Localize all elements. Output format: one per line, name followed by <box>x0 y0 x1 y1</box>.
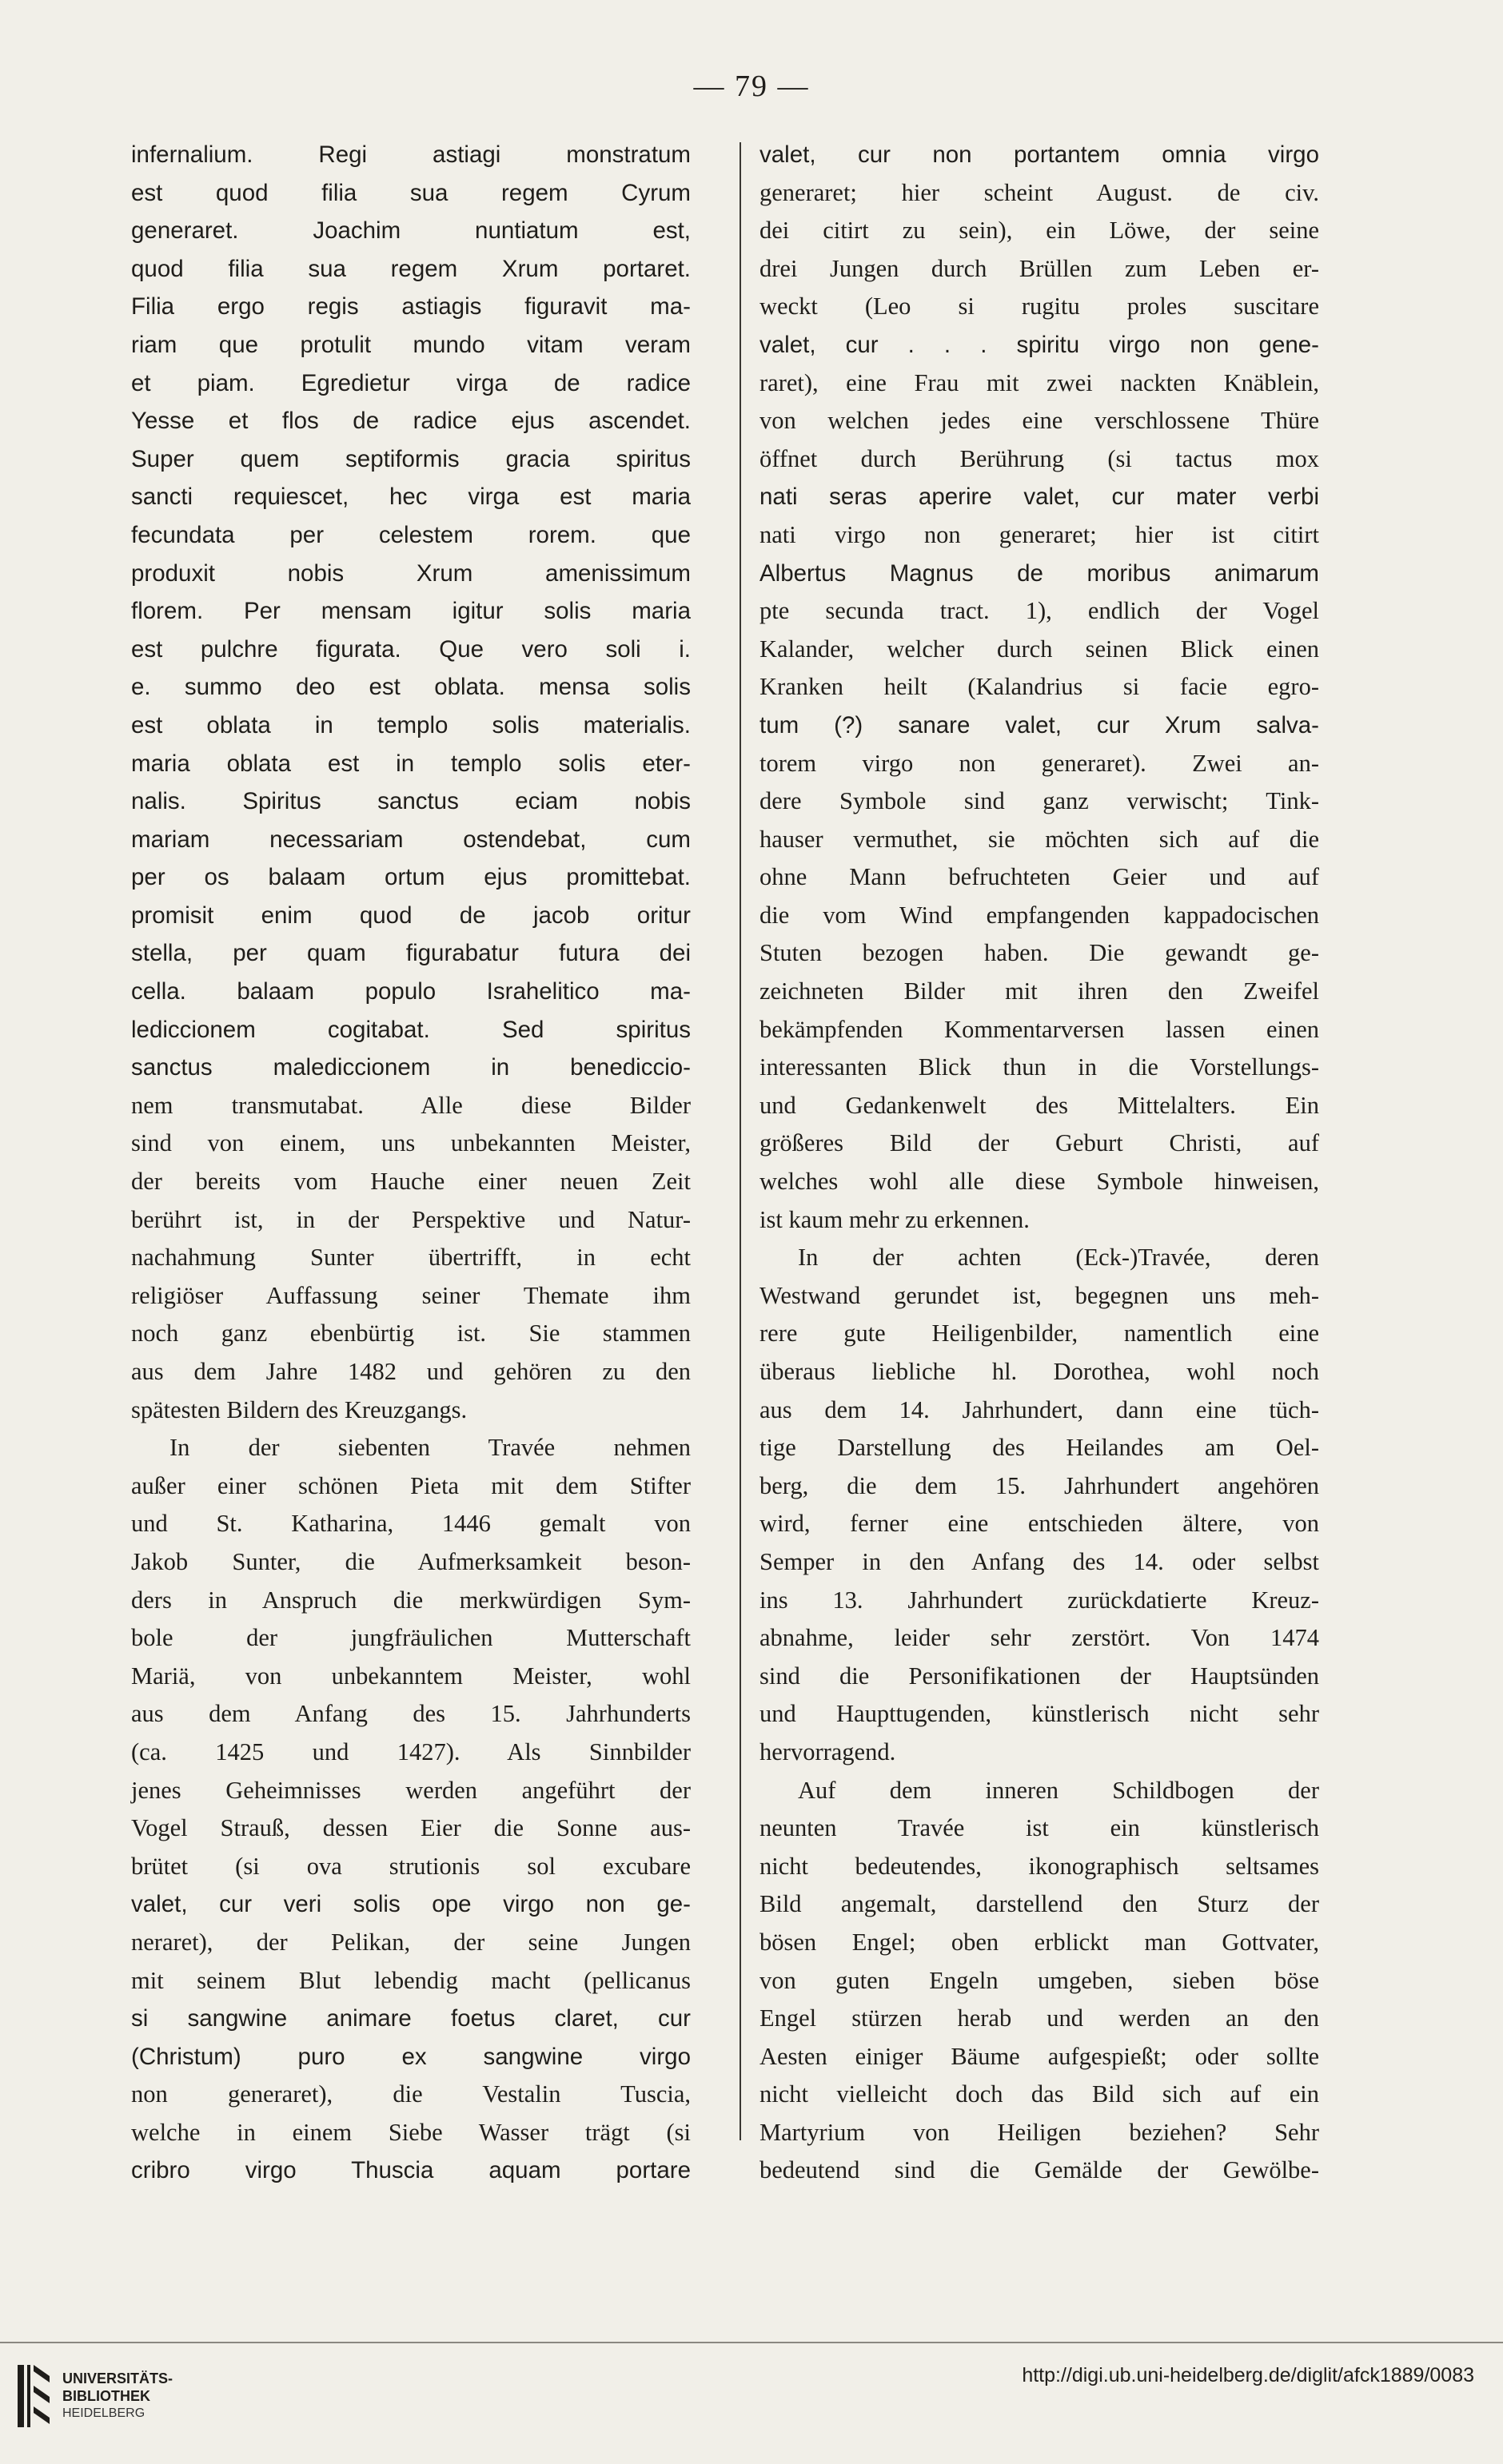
text-line: neunten Travée ist ein künstlerisch <box>759 1814 1319 1842</box>
source-url[interactable]: http://digi.ub.uni-heidelberg.de/diglit/afck1889/0083 <box>1022 2364 1474 2386</box>
text-line: valet, cur veri solis ope virgo non ge- <box>131 1891 691 1918</box>
text-line: welches wohl alle diese Symbole hinweisen, <box>759 1168 1319 1196</box>
text-line: aus dem Anfang des 15. Jahrhunderts <box>131 1700 691 1728</box>
text-line: die vom Wind empfangenden kappadocischen <box>759 901 1319 929</box>
text-line: der bereits vom Hauche einer neuen Zeit <box>131 1168 691 1196</box>
logo-line-1: UNIVERSITÄTS- <box>62 2370 173 2386</box>
text-line: sanctus malediccionem in benediccio- <box>131 1054 691 1081</box>
text-line: Martyrium von Heiligen beziehen? Sehr <box>759 2118 1319 2146</box>
text-line: quod filia sua regem Xrum portaret. <box>131 255 691 282</box>
text-line: stella, per quam figurabatur futura dei <box>131 940 691 967</box>
text-line: Kranken heilt (Kalandrius si facie egro- <box>759 673 1319 701</box>
text-line: bole der jungfräulichen Mutterschaft <box>131 1624 691 1652</box>
text-line: bedeutend sind die Gemälde der Gewölbe- <box>759 2156 1319 2184</box>
library-logo-text <box>62 2370 173 2422</box>
text-line: jenes Geheimnisses werden angeführt der <box>131 1776 691 1804</box>
text-line: und Gedankenwelt des Mittelalters. Ein <box>759 1091 1319 1119</box>
text-line: In der siebenten Travée nehmen <box>169 1434 691 1462</box>
text-line: maria oblata est in templo solis eter- <box>131 750 691 777</box>
text-line: aus dem 14. Jahrhundert, dann eine tüch- <box>759 1395 1319 1423</box>
text-line: überaus liebliche hl. Dorothea, wohl noch <box>759 1358 1319 1385</box>
text-line: infernalium. Regi astiagi monstratum <box>131 141 691 168</box>
text-line: Stuten bezogen haben. Die gewandt ge- <box>759 939 1319 967</box>
text-line: ohne Mann befruchteten Geier und auf <box>759 863 1319 891</box>
text-line: promisit enim quod de jacob oritur <box>131 902 691 929</box>
text-line: ist kaum mehr zu erkennen. <box>759 1205 1030 1233</box>
text-line: non generaret), die Vestalin Tuscia, <box>131 2080 691 2108</box>
text-line: (Christum) puro ex sangwine virgo <box>131 2043 691 2070</box>
text-line: aus dem Jahre 1482 und gehören zu den <box>131 1358 691 1385</box>
text-line: wird, ferner eine entschieden ältere, von <box>759 1510 1319 1538</box>
text-line: si sangwine animare foetus claret, cur <box>131 2005 691 2032</box>
text-line: außer einer schönen Pieta mit dem Stifter <box>131 1471 691 1499</box>
text-line: nicht vielleicht doch das Bild sich auf ein <box>759 2080 1319 2108</box>
text-line: est pulchre figurata. Que vero soli i. <box>131 635 691 663</box>
text-line: tum (?) sanare valet, cur Xrum salva- <box>759 711 1319 738</box>
text-line: cella. balaam populo Israhelitico ma- <box>131 978 691 1005</box>
text-line: riam que protulit mundo vitam veram <box>131 331 691 358</box>
text-line: berührt ist, in der Perspektive und Natur- <box>131 1205 691 1233</box>
text-line: größeres Bild der Geburt Christi, auf <box>759 1129 1319 1157</box>
logo-line-2: BIBLIOTHEK <box>62 2388 150 2404</box>
text-line: spätesten Bildern des Kreuzgangs. <box>131 1395 468 1423</box>
text-line: nicht bedeutendes, ikonographisch seltsames <box>759 1852 1319 1880</box>
text-line: per os balaam ortum ejus promittebat. <box>131 864 691 891</box>
text-line: e. summo deo est oblata. mensa solis <box>131 674 691 701</box>
text-line: sind von einem, uns unbekannten Meister, <box>131 1129 691 1157</box>
text-line: raret), eine Frau mit zwei nackten Knäblein, <box>759 368 1319 396</box>
text-line: cribro virgo Thuscia aquam portare <box>131 2157 691 2184</box>
text-line: dere Symbole sind ganz verwischt; Tink- <box>759 787 1319 815</box>
text-line: berg, die dem 15. Jahrhundert angehören <box>759 1471 1319 1499</box>
text-line: und Haupttugenden, künstlerisch nicht sehr <box>759 1700 1319 1728</box>
text-line: von welchen jedes eine verschlossene Thüre <box>759 407 1319 435</box>
text-line: nati seras aperire valet, cur mater verbi <box>759 484 1319 511</box>
text-line: lediccionem cogitabat. Sed spiritus <box>131 1016 691 1043</box>
text-line: von guten Engeln umgeben, sieben böse <box>759 1966 1319 1994</box>
text-line: fecundata per celestem rorem. que <box>131 521 691 548</box>
text-line: est oblata in templo solis materialis. <box>131 711 691 738</box>
text-line: Filia ergo regis astiagis figuravit ma- <box>131 293 691 320</box>
text-line: sancti requiescet, hec virga est maria <box>131 484 691 511</box>
library-logo[interactable] <box>16 2362 173 2430</box>
text-line: valet, cur . . . spiritu virgo non gene- <box>759 331 1319 358</box>
text-line: öffnet durch Berührung (si tactus mox <box>759 444 1319 472</box>
text-line: weckt (Leo si rugitu proles suscitare <box>759 293 1319 320</box>
right-column <box>759 136 1319 2190</box>
text-line: drei Jungen durch Brüllen zum Leben er- <box>759 254 1319 282</box>
text-line: rere gute Heiligenbilder, namentlich eine <box>759 1320 1319 1347</box>
text-line: neraret), der Pelikan, der seine Jungen <box>131 1928 691 1956</box>
text-line: generaret; hier scheint August. de civ. <box>759 178 1319 206</box>
text-line: Engel stürzen herab und werden an den <box>759 2004 1319 2032</box>
text-line: interessanten Blick thun in die Vorstellungs- <box>759 1053 1319 1081</box>
text-line: Albertus Magnus de moribus animarum <box>759 559 1319 587</box>
text-line: dei citirt zu sein), ein Löwe, der seine <box>759 217 1319 245</box>
text-line: religiöser Auffassung seiner Themate ihm <box>131 1281 691 1309</box>
logo-line-3: HEIDELBERG <box>62 2406 146 2420</box>
text-line: In der achten (Eck-)Travée, deren <box>798 1244 1319 1272</box>
text-line: torem virgo non generaret). Zwei an- <box>759 749 1319 777</box>
text-line: bösen Engel; oben erblickt man Gottvater, <box>759 1928 1319 1956</box>
text-line: Super quem septiformis gracia spiritus <box>131 445 691 472</box>
column-divider <box>740 142 741 2140</box>
text-line: sind die Personifikationen der Hauptsünden <box>759 1662 1319 1690</box>
text-line: Jakob Sunter, die Aufmerksamkeit beson- <box>131 1547 691 1575</box>
text-line: hervorragend. <box>759 1738 896 1765</box>
text-line: florem. Per mensam igitur solis maria <box>131 598 691 625</box>
left-column <box>131 136 691 2190</box>
text-line: nati virgo non generaret; hier ist citirt <box>759 520 1319 548</box>
text-line: brütet (si ova strutionis sol excubare <box>131 1852 691 1880</box>
text-line: generaret. Joachim nuntiatum est, <box>131 217 691 245</box>
text-line: bekämpfenden Kommentarversen lassen einen <box>759 1015 1319 1043</box>
text-line: Auf dem inneren Schildbogen der <box>798 1776 1319 1804</box>
text-line: et piam. Egredietur virga de radice <box>131 369 691 396</box>
library-logo-icon <box>16 2362 51 2430</box>
text-line: pte secunda tract. 1), endlich der Vogel <box>759 597 1319 625</box>
page-number: — 79 — <box>693 70 810 103</box>
text-line: (ca. 1425 und 1427). Als Sinnbilder <box>131 1738 691 1765</box>
text-line: Aesten einiger Bäume aufgespießt; oder sollte <box>759 2042 1319 2070</box>
text-line: nem transmutabat. Alle diese Bilder <box>131 1091 691 1119</box>
text-line: Semper in den Anfang des 14. oder selbst <box>759 1547 1319 1575</box>
text-line: nachahmung Sunter übertrifft, in echt <box>131 1244 691 1272</box>
text-line: ins 13. Jahrhundert zurückdatierte Kreuz- <box>759 1586 1319 1614</box>
text-line: zeichneten Bilder mit ihren den Zweifel <box>759 977 1319 1005</box>
text-line: noch ganz ebenbürtig ist. Sie stammen <box>131 1320 691 1347</box>
text-line: und St. Katharina, 1446 gemalt von <box>131 1510 691 1538</box>
text-line: welche in einem Siebe Wasser trägt (si <box>131 2118 691 2146</box>
footer-rule <box>0 2342 1503 2343</box>
text-line: nalis. Spiritus sanctus eciam nobis <box>131 788 691 815</box>
text-line: produxit nobis Xrum amenissimum <box>131 559 691 587</box>
text-line: valet, cur non portantem omnia virgo <box>759 141 1319 168</box>
text-line: tige Darstellung des Heilandes am Oel- <box>759 1434 1319 1462</box>
text-line: Westwand gerundet ist, begegnen uns meh- <box>759 1281 1319 1309</box>
text-line: Mariä, von unbekanntem Meister, wohl <box>131 1662 691 1690</box>
text-line: mariam necessariam ostendebat, cum <box>131 826 691 853</box>
text-line: est quod filia sua regem Cyrum <box>131 179 691 206</box>
text-line: abnahme, leider sehr zerstört. Von 1474 <box>759 1624 1319 1652</box>
text-line: Vogel Strauß, dessen Eier die Sonne aus- <box>131 1814 691 1842</box>
text-line: Yesse et flos de radice ejus ascendet. <box>131 408 691 435</box>
text-line: Kalander, welcher durch seinen Blick einen <box>759 635 1319 663</box>
text-line: ders in Anspruch die merkwürdigen Sym- <box>131 1586 691 1614</box>
text-line: hauser vermuthet, sie möchten sich auf die <box>759 825 1319 853</box>
text-line: Bild angemalt, darstellend den Sturz der <box>759 1890 1319 1918</box>
text-line: mit seinem Blut lebendig macht (pellicanus <box>131 1966 691 1994</box>
